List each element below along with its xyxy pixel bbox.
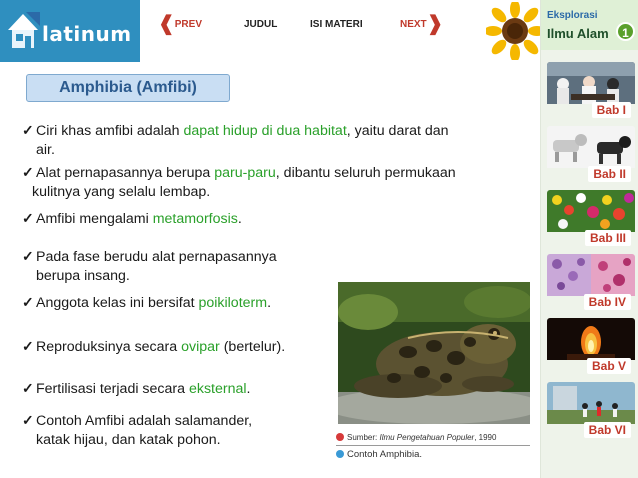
bullet-text: Amfibi mengalami <box>36 211 153 227</box>
bullet-text: Ciri khas amfibi adalah <box>36 123 184 139</box>
sidebar-item-label: Bab VI <box>584 422 631 438</box>
sidebar-item-bab-3[interactable] <box>547 190 635 248</box>
sunflower-icon <box>486 2 544 60</box>
checkmark-icon: ✓ <box>22 211 34 227</box>
page-title: Amphibia (Amfibi) <box>26 74 230 102</box>
house-logo-icon <box>6 8 40 52</box>
caption-divider <box>336 445 530 446</box>
sidebar-item-label: Bab I <box>592 102 631 118</box>
source-title: Ilmu Pengetahuan Populer <box>379 433 475 442</box>
list-item <box>22 380 251 399</box>
source-prefix: Sumber: <box>347 433 380 442</box>
bullet-text: , dibantu seluruh permukaan <box>275 165 456 181</box>
checkmark-icon: ✓ <box>22 123 34 139</box>
list-item <box>22 248 277 286</box>
bullet-text: . <box>237 211 242 227</box>
bullet-text: Reproduksinya secara <box>36 339 182 355</box>
sidebar-item-label: Bab III <box>585 230 631 246</box>
explore-label: Eksplorasi <box>547 10 598 21</box>
checkmark-icon: ✓ <box>22 165 34 181</box>
sidebar-item-bab-6[interactable] <box>547 382 635 440</box>
list-item <box>22 338 285 357</box>
sidebar-item-label: Bab IV <box>584 294 631 310</box>
checkmark-icon: ✓ <box>22 339 34 355</box>
highlight-text: paru-paru <box>214 165 276 181</box>
chevron-left-icon: ❰ <box>158 13 175 35</box>
checkmark-icon: ✓ <box>22 413 34 429</box>
bullet-text: air. <box>36 142 55 158</box>
grade-number-badge: 1 <box>616 22 635 41</box>
bullet-text: . <box>246 381 251 397</box>
chevron-right-icon: ❱ <box>426 13 444 35</box>
red-dot-icon <box>336 433 344 441</box>
bullet-text: berupa insang. <box>36 268 130 284</box>
highlight-text: metamorfosis <box>152 211 238 227</box>
bullet-text: (bertelur). <box>219 339 286 355</box>
checkmark-icon: ✓ <box>22 381 34 397</box>
list-item <box>22 164 456 202</box>
checkmark-icon: ✓ <box>22 249 34 265</box>
logo <box>0 0 140 62</box>
next-label: NEXT <box>400 18 427 30</box>
highlight-text: eksternal <box>188 381 247 397</box>
checkmark-icon: ✓ <box>22 295 34 311</box>
students-photo <box>547 62 635 104</box>
list-item <box>22 122 449 160</box>
bullet-text: katak hijau, dan katak pohon. <box>36 432 221 448</box>
bullet-text: Pada fase berudu alat pernapasannya <box>36 249 277 265</box>
prev-label: PREV <box>174 18 202 30</box>
blue-dot-icon <box>336 450 344 458</box>
sidebar-item-bab-1[interactable] <box>547 62 635 120</box>
caption-text: Contoh Amphibia. <box>347 449 422 460</box>
frog-photo <box>338 282 530 424</box>
sidebar-item-bab-5[interactable] <box>547 318 635 376</box>
isi-materi-link[interactable]: ISI MATERI <box>310 18 363 30</box>
next-button[interactable] <box>400 14 443 34</box>
bullet-text: , yaitu darat dan <box>346 123 449 139</box>
playground-photo <box>547 382 635 424</box>
robot-dogs-photo <box>547 126 635 168</box>
fire-photo <box>547 318 635 360</box>
sidebar-item-bab-4[interactable] <box>547 254 635 312</box>
highlight-text: ovipar <box>181 339 220 355</box>
list-item <box>22 294 271 313</box>
bullet-text: Anggota kelas ini bersifat <box>36 295 199 311</box>
bullet-text: Contoh Amfibi adalah salamander, <box>36 413 253 429</box>
list-item <box>22 412 252 450</box>
sidebar-item-bab-2[interactable] <box>547 126 635 184</box>
sidebar <box>540 0 638 478</box>
list-item <box>22 210 242 229</box>
prev-button[interactable] <box>158 14 202 34</box>
flowers-photo <box>547 190 635 232</box>
judul-link[interactable]: JUDUL <box>244 18 278 30</box>
source-year: , 1990 <box>474 433 497 442</box>
photo-caption <box>336 449 422 460</box>
highlight-text: poikiloterm <box>198 295 268 311</box>
bullet-text: . <box>267 295 272 311</box>
header-bar <box>0 0 540 62</box>
highlight-text: dapat hidup di dua habitat <box>183 123 347 139</box>
sidebar-item-label: Bab II <box>588 166 631 182</box>
bullet-text: Fertilisasi terjadi secara <box>36 381 189 397</box>
cells-photo <box>547 254 635 296</box>
source-caption <box>336 433 496 442</box>
sidebar-item-label: Bab V <box>587 358 631 374</box>
sidebar-header <box>541 0 638 50</box>
subject-label: Ilmu Alam <box>547 26 609 41</box>
bullet-text: Alat pernapasannya berupa <box>36 165 215 181</box>
logo-text: latinum <box>42 22 132 46</box>
bullet-text: kulitnya yang selalu lembap. <box>32 184 211 200</box>
